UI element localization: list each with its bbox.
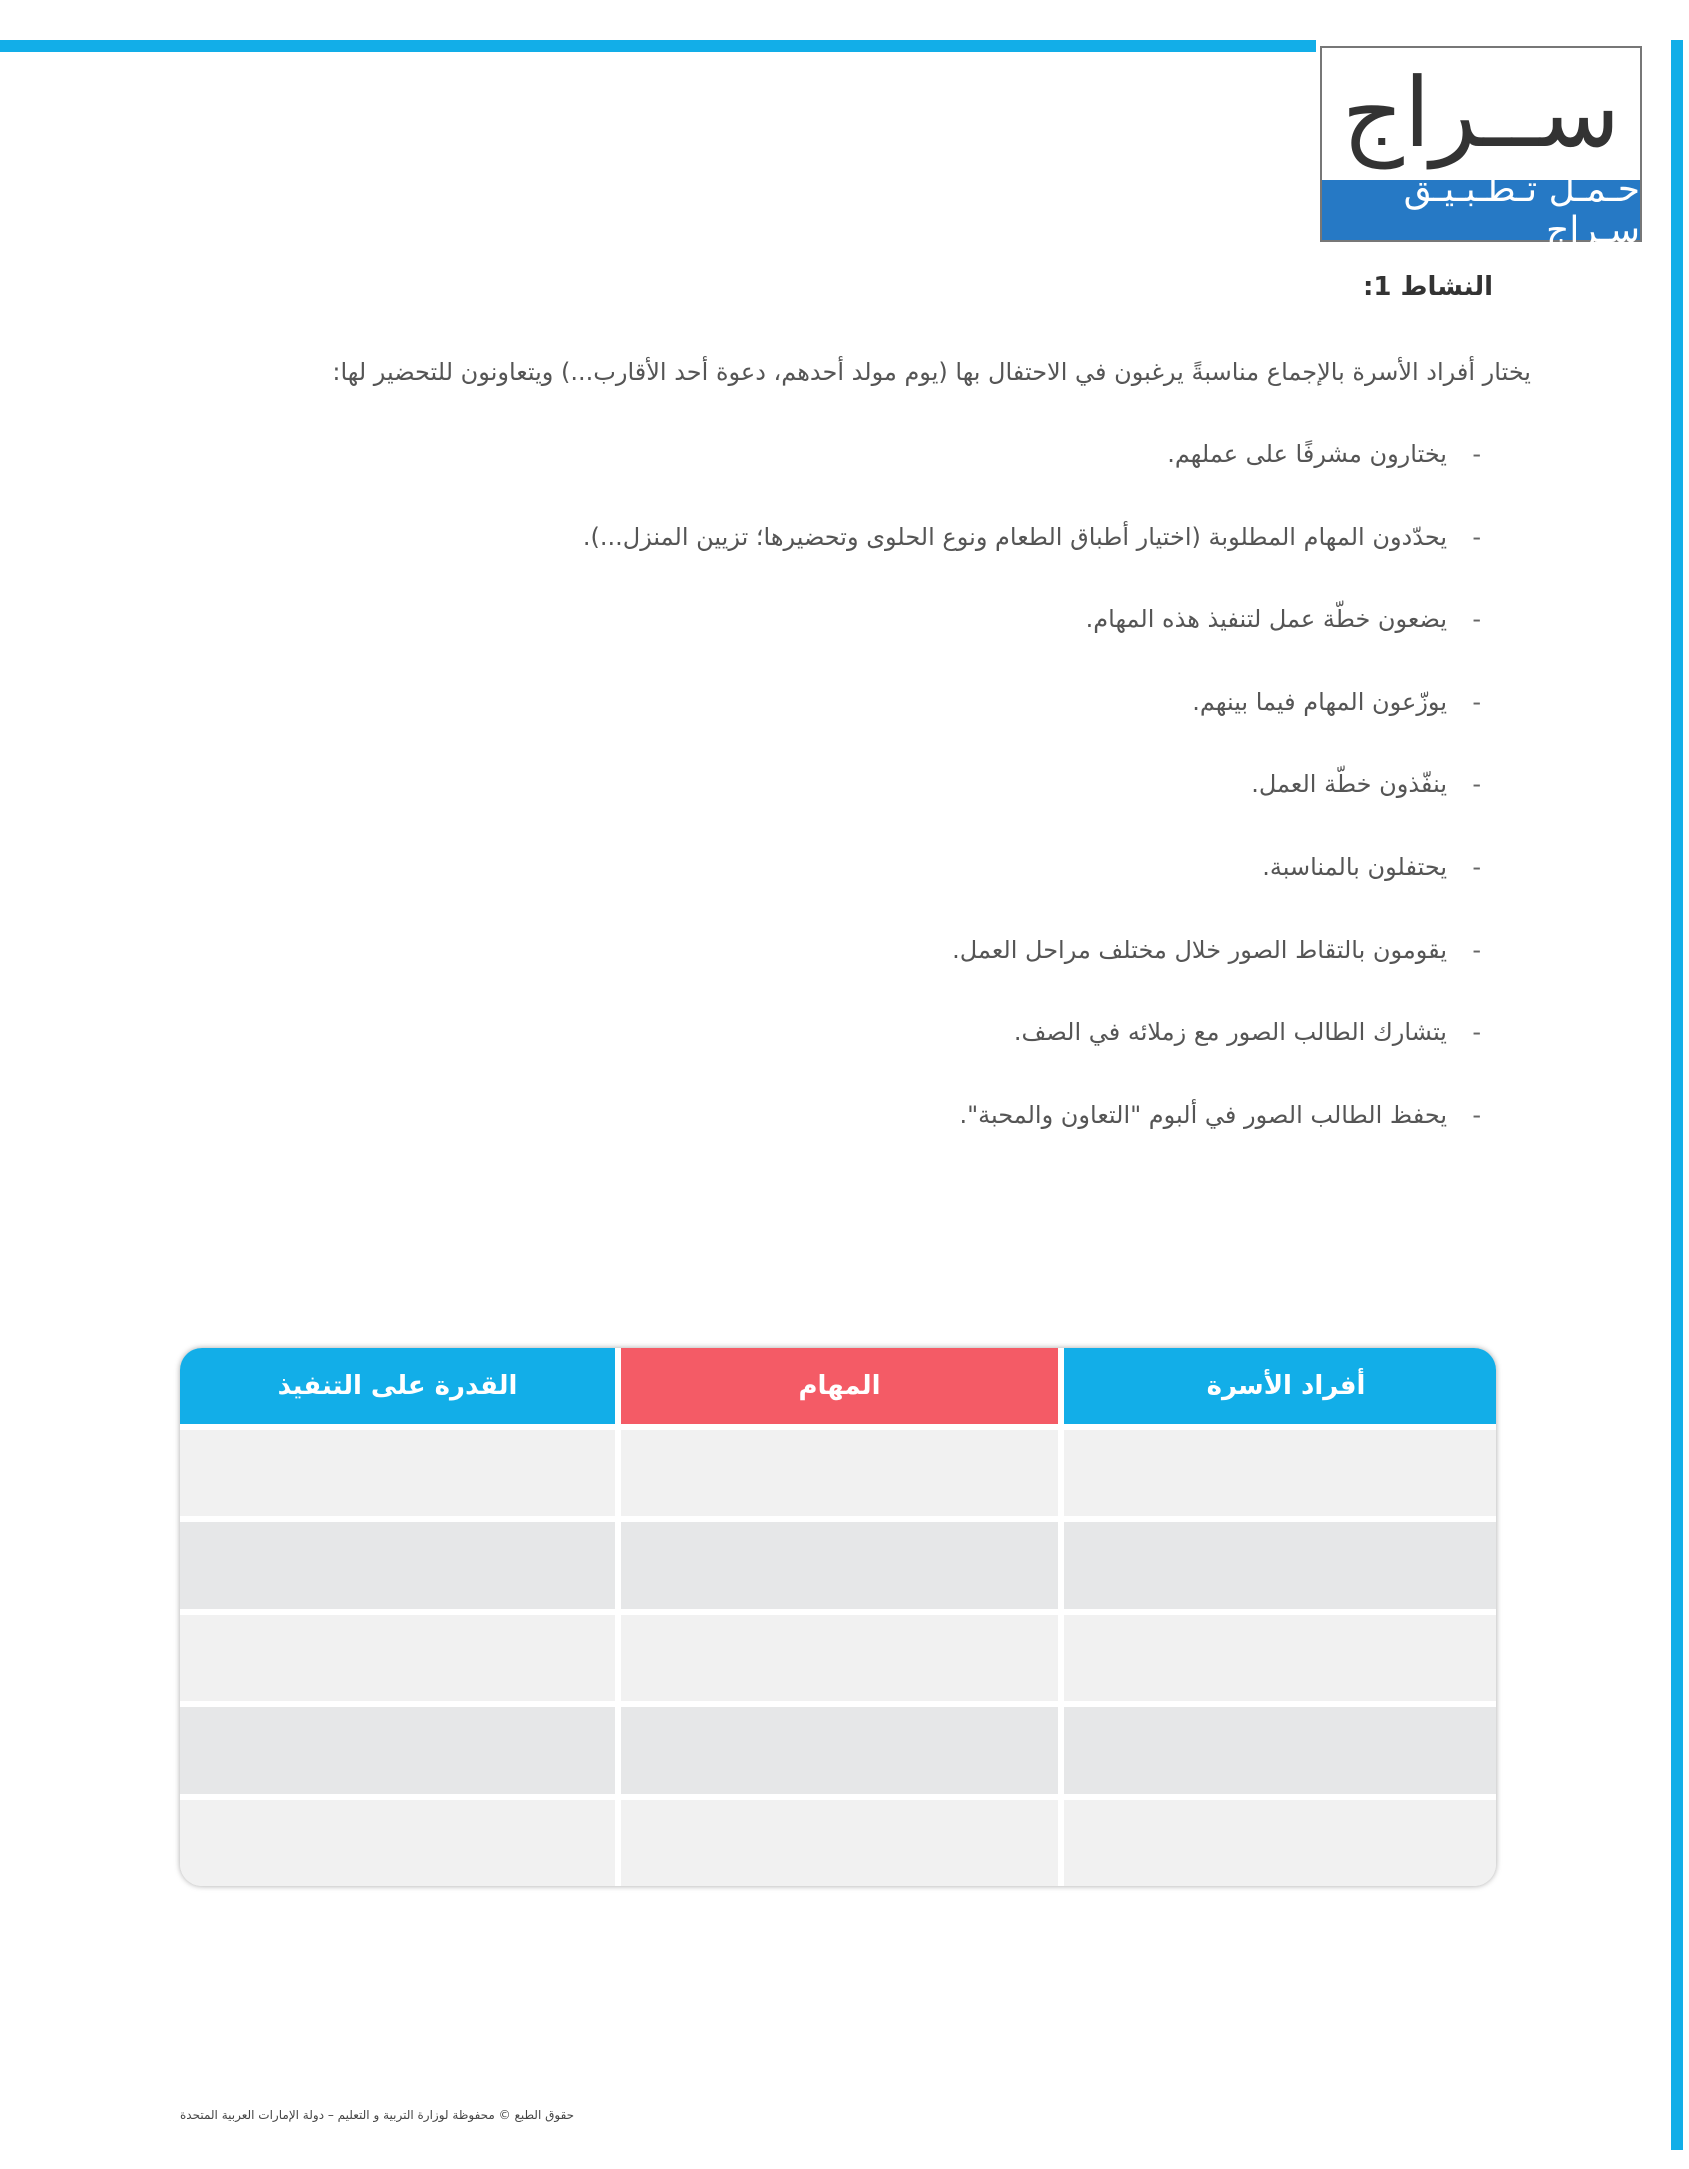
- dash-bullet: -: [1472, 935, 1481, 964]
- table-cell[interactable]: [1064, 1615, 1496, 1701]
- step-text: يحفظ الطالب الصور في ألبوم "التعاون والمحبة".: [959, 1100, 1447, 1129]
- list-item: [583, 770, 1481, 853]
- activity-intro: يختار أفراد الأسرة بالإجماع مناسبةً يرغبون في الاحتفال بها (يوم مولد أحدهم، دعوة أحد الأقارب...) ويتعاونون للتحضير لها:: [332, 358, 1531, 386]
- dash-bullet: -: [1472, 605, 1481, 634]
- dash-bullet: -: [1472, 440, 1481, 468]
- table-cell[interactable]: [1064, 1800, 1496, 1886]
- dash-bullet: -: [1472, 770, 1481, 799]
- table-cell[interactable]: [1064, 1522, 1496, 1608]
- dash-bullet: -: [1472, 1018, 1481, 1047]
- header-ability: القدرة على التنفيذ: [180, 1348, 615, 1424]
- step-text: يحتفلون بالمناسبة.: [1262, 852, 1447, 881]
- header-tasks: المهام: [621, 1348, 1058, 1424]
- activity-steps: [583, 440, 1481, 1183]
- family-tasks-table: [180, 1348, 1496, 1886]
- list-item: [583, 1018, 1481, 1101]
- top-accent-bar: [0, 40, 1316, 52]
- list-item: [583, 853, 1481, 936]
- dash-bullet: -: [1472, 687, 1481, 716]
- step-text: يختارون مشرفًا على عملهم.: [1167, 440, 1447, 468]
- list-item: [583, 605, 1481, 688]
- list-item: [583, 1101, 1481, 1184]
- table-cell[interactable]: [180, 1800, 615, 1886]
- table-cell[interactable]: [621, 1707, 1058, 1793]
- logo-wordmark: ســراج: [1341, 57, 1621, 169]
- dash-bullet: -: [1472, 522, 1481, 551]
- copyright-footer: حقوق الطبع © محفوظة لوزارة التربية و التعليم – دولة الإمارات العربية المتحدة: [180, 2108, 575, 2122]
- header-family-members: أفراد الأسرة: [1064, 1348, 1496, 1424]
- table-cell[interactable]: [180, 1707, 615, 1793]
- table-cell[interactable]: [621, 1615, 1058, 1701]
- logo-tagline: حـمـل تـطـبـيـق سـراج: [1322, 180, 1640, 240]
- step-text: ينفّذون خطّة العمل.: [1251, 770, 1447, 799]
- dash-bullet: -: [1472, 852, 1481, 881]
- dash-bullet: -: [1472, 1100, 1481, 1129]
- list-item: [583, 936, 1481, 1019]
- step-text: يحدّدون المهام المطلوبة (اختيار أطباق الطعام ونوع الحلوى وتحضيرها؛ تزيين المنزل...).: [582, 522, 1447, 551]
- step-text: يقومون بالتقاط الصور خلال مختلف مراحل العمل.: [952, 935, 1447, 964]
- siraj-logo[interactable]: [1320, 46, 1642, 251]
- list-item: [583, 440, 1481, 523]
- activity-title: النشاط 1:: [1362, 272, 1493, 302]
- step-text: يتشارك الطالب الصور مع زملائه في الصف.: [1013, 1018, 1447, 1047]
- table-cell[interactable]: [621, 1430, 1058, 1516]
- table-cell[interactable]: [621, 1522, 1058, 1608]
- right-accent-bar: [1671, 40, 1683, 2150]
- table-cell[interactable]: [180, 1430, 615, 1516]
- table-cell[interactable]: [180, 1522, 615, 1608]
- step-text: يضعون خطّة عمل لتنفيذ هذه المهام.: [1085, 605, 1447, 634]
- table-cell[interactable]: [1064, 1707, 1496, 1793]
- table-cell[interactable]: [1064, 1430, 1496, 1516]
- list-item: [583, 688, 1481, 771]
- table-cell[interactable]: [180, 1615, 615, 1701]
- list-item: [583, 523, 1481, 606]
- step-text: يوزّعون المهام فيما بينهم.: [1192, 687, 1447, 716]
- table-cell[interactable]: [621, 1800, 1058, 1886]
